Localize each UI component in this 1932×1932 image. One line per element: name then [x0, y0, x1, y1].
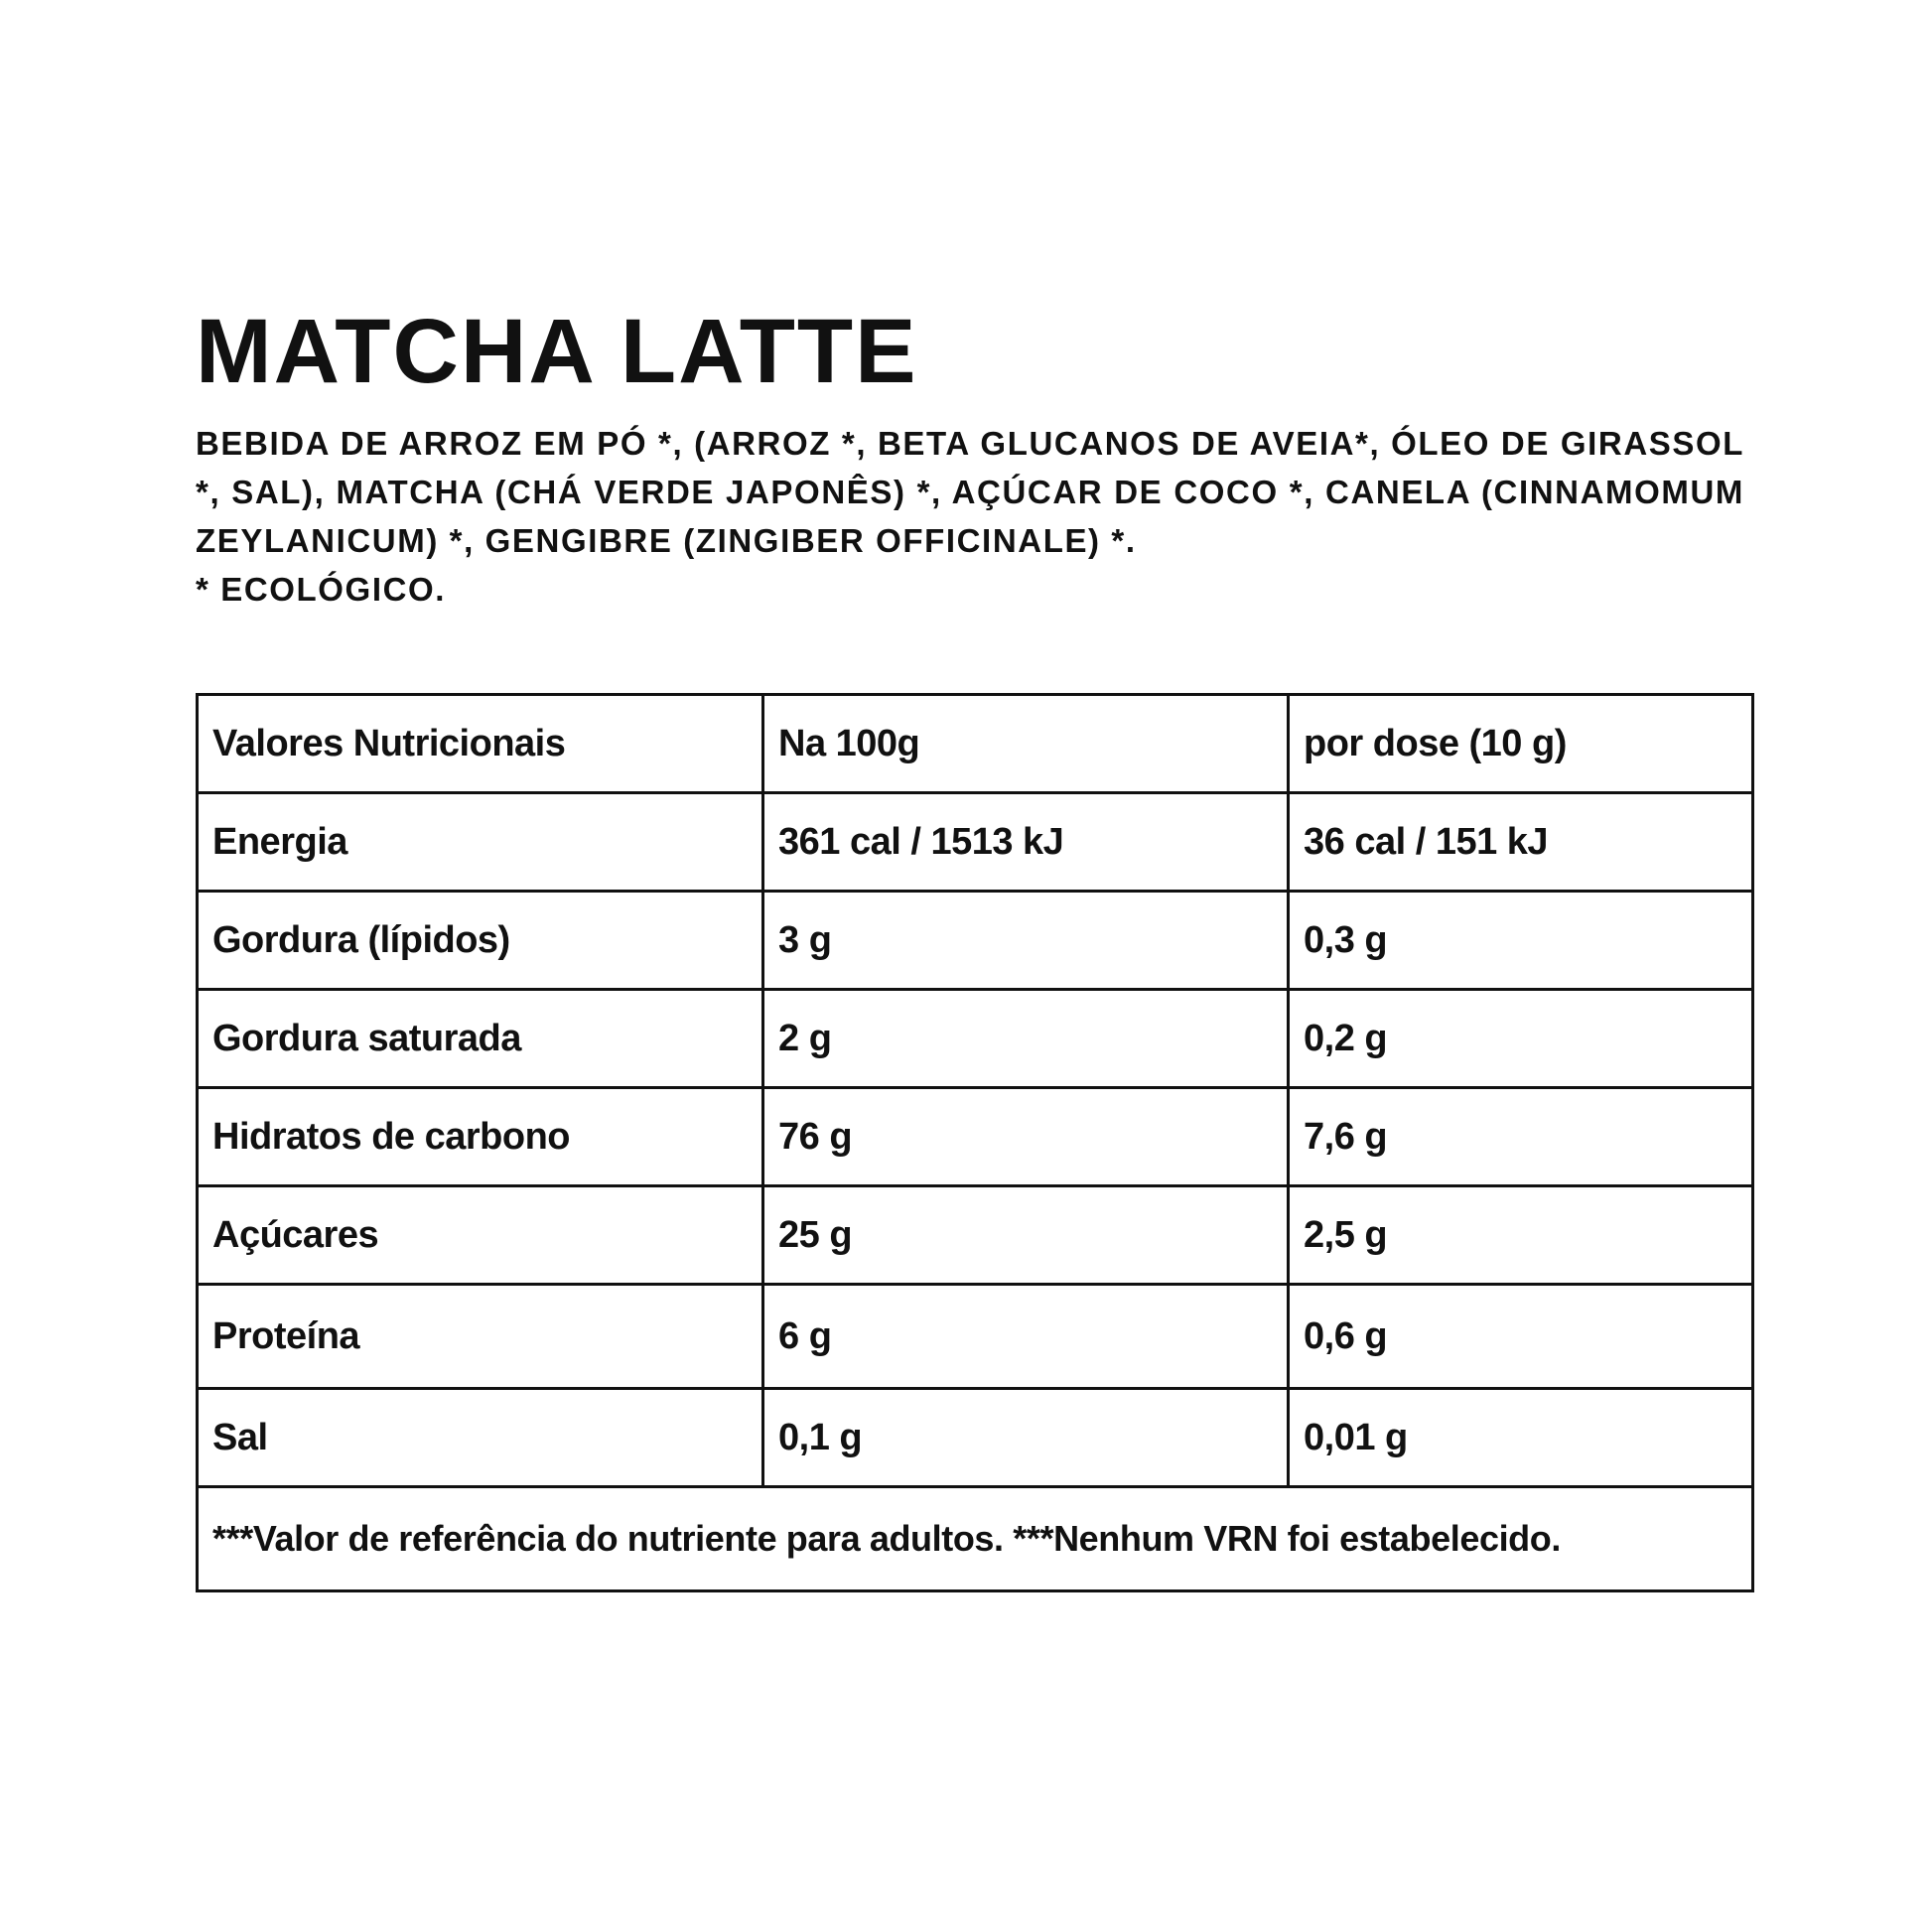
nutrient-name: Hidratos de carbono	[198, 1088, 763, 1186]
value-per-dose: 0,2 g	[1289, 990, 1753, 1088]
table-row	[198, 1186, 1753, 1285]
table-header-row	[198, 695, 1753, 793]
value-per-100g: 3 g	[763, 892, 1289, 990]
value-per-dose: 2,5 g	[1289, 1186, 1753, 1285]
value-per-100g: 6 g	[763, 1285, 1289, 1389]
value-per-100g: 0,1 g	[763, 1389, 1289, 1487]
ingredients-list	[196, 419, 1744, 614]
value-per-100g: 76 g	[763, 1088, 1289, 1186]
table-footer-row	[198, 1487, 1753, 1591]
nutrient-name: Gordura saturada	[198, 990, 763, 1088]
nutrient-name: Açúcares	[198, 1186, 763, 1285]
table-row	[198, 892, 1753, 990]
value-per-dose: 36 cal / 151 kJ	[1289, 793, 1753, 892]
header-nutrient: Valores Nutricionais	[198, 695, 763, 793]
value-per-dose: 0,3 g	[1289, 892, 1753, 990]
nutrient-name: Energia	[198, 793, 763, 892]
table-row	[198, 990, 1753, 1088]
ingredients-note: * ECOLÓGICO.	[196, 571, 447, 608]
value-per-dose: 0,6 g	[1289, 1285, 1753, 1389]
header-per-100g: Na 100g	[763, 695, 1289, 793]
nutrition-table	[196, 693, 1754, 1592]
table-row	[198, 1285, 1753, 1389]
header-per-dose: por dose (10 g)	[1289, 695, 1753, 793]
nutrient-name: Gordura (lípidos)	[198, 892, 763, 990]
value-per-100g: 2 g	[763, 990, 1289, 1088]
table-footnote: ***Valor de referência do nutriente para adultos. ***Nenhum VRN foi estabelecido.	[198, 1487, 1753, 1591]
value-per-100g: 361 cal / 1513 kJ	[763, 793, 1289, 892]
value-per-dose: 7,6 g	[1289, 1088, 1753, 1186]
page-title: MATCHA LATTE	[196, 301, 918, 402]
nutrient-name: Sal	[198, 1389, 763, 1487]
value-per-dose: 0,01 g	[1289, 1389, 1753, 1487]
ingredients-text: BEBIDA DE ARROZ EM PÓ *, (ARROZ *, BETA GLUCANOS DE AVEIA*, ÓLEO DE GIRASSOL *, SAL), MATCHA (CHÁ VERDE JAPONÊS) *, AÇÚCAR DE COCO *, CANELA (CINNAMOMUM ZEYLANICUM) *, GENGIBRE (ZINGIBER OFFICINALE) *.	[196, 425, 1744, 559]
table-row	[198, 1389, 1753, 1487]
value-per-100g: 25 g	[763, 1186, 1289, 1285]
table-row	[198, 793, 1753, 892]
table-row	[198, 1088, 1753, 1186]
nutrient-name: Proteína	[198, 1285, 763, 1389]
